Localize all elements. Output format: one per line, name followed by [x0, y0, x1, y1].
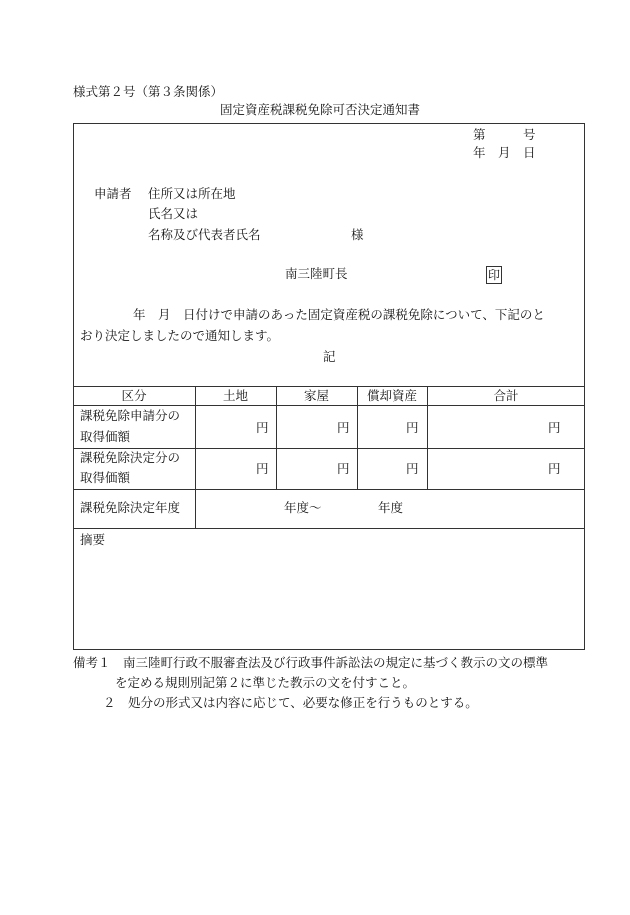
applicant-honorific: 様 [351, 227, 364, 242]
row1-label-line2: 取得価額 [80, 429, 131, 444]
note-1-line-1: 備考１ 南三陸町行政不服審査法及び行政事件訴訟法の規定に基づく教示の文の標準 [73, 655, 549, 670]
seal-stamp: 印 [487, 268, 500, 282]
row1-depreciable-unit: 円 [406, 420, 419, 435]
row2-label-line1: 課税免除決定分の [80, 450, 181, 465]
table-top-border [73, 386, 585, 387]
row1-total-unit: 円 [548, 420, 561, 435]
row1-label-line1: 課税免除申請分の [80, 408, 181, 423]
body-line-1: 年 月 日付けで申請のあった固定資産税の課税免除について、下記のと [133, 307, 545, 322]
header-house: 家屋 [303, 388, 329, 403]
applicant-address: 住所又は所在地 [148, 186, 236, 201]
row2-land-unit: 円 [256, 461, 269, 476]
remarks-label: 摘要 [80, 532, 106, 547]
row2-house-unit: 円 [337, 461, 350, 476]
issuer-title: 南三陸町長 [285, 266, 348, 281]
year-row-bottom-border [73, 528, 585, 529]
document-title: 固定資産税課税免除可否決定通知書 [220, 102, 421, 117]
number-label: 第 号 [473, 127, 536, 142]
row2-bottom-border [73, 489, 585, 490]
header-bottom-border [73, 405, 585, 406]
year-from: 年度～ [284, 500, 322, 515]
note-2: ２ 処分の形式又は内容に応じて、必要な修正を行うものとする。 [103, 695, 478, 710]
header-depreciable: 償却資産 [366, 388, 417, 403]
ki-mark: 記 [323, 349, 336, 364]
col-divider-1 [195, 386, 196, 528]
note-1-line-2: を定める規則別記第２に準じた教示の文を付すこと。 [115, 675, 416, 690]
applicant-representative: 名称及び代表者氏名 [148, 227, 261, 242]
row2-total-unit: 円 [548, 461, 561, 476]
row2-label-line2: 取得価額 [80, 470, 131, 485]
row1-land-unit: 円 [256, 420, 269, 435]
year-label: 課税免除決定年度 [80, 500, 181, 515]
body-line-2: おり決定しましたので通知します。 [80, 328, 280, 343]
header-category: 区分 [121, 388, 147, 403]
applicant-name: 氏名又は [148, 206, 199, 221]
year-to: 年度 [378, 500, 404, 515]
form-number: 様式第２号（第３条関係） [73, 84, 224, 99]
row1-house-unit: 円 [337, 420, 350, 435]
header-land: 土地 [222, 388, 248, 403]
row2-depreciable-unit: 円 [406, 461, 419, 476]
date-label: 年 月 日 [473, 145, 536, 160]
row1-bottom-border [73, 448, 585, 449]
header-total: 合計 [493, 388, 519, 403]
applicant-label: 申請者 [94, 186, 132, 201]
